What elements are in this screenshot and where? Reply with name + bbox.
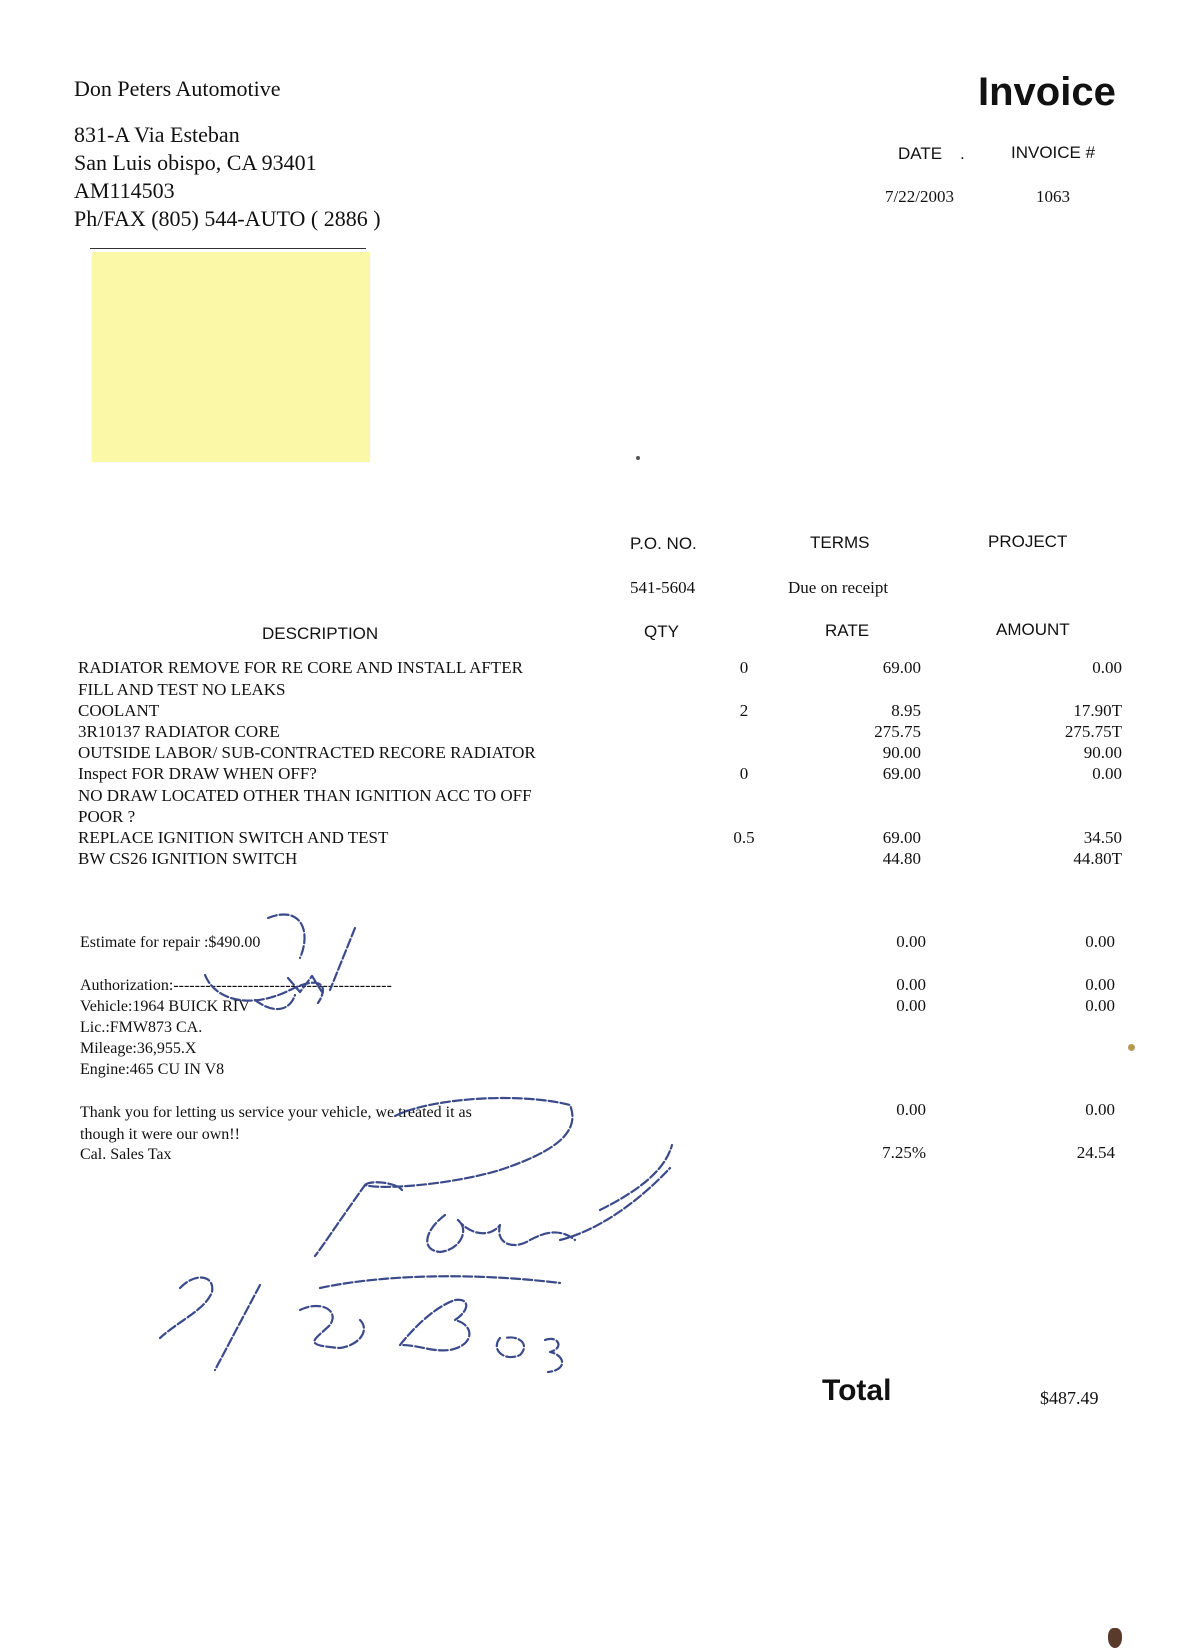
date-label-mark: . — [960, 144, 965, 163]
signature-stroke — [365, 1182, 402, 1190]
sticky-note — [92, 252, 370, 462]
line-description: BW CS26 IGNITION SWITCH — [78, 849, 298, 868]
note-amount: 0.00 — [1085, 1100, 1115, 1119]
line-rate: 44.80 — [882, 849, 921, 868]
invoice-number-label: INVOICE # — [1011, 143, 1096, 162]
note-line: Cal. Sales Tax — [80, 1146, 172, 1163]
note-line: Thank you for letting us service your vehicle, we treated it as — [80, 1104, 472, 1121]
line-amount: 17.90T — [1073, 701, 1122, 720]
line-qty: 0 — [739, 658, 749, 677]
line-rate: 69.00 — [882, 828, 921, 847]
line-rate: 69.00 — [882, 764, 921, 783]
col-description: DESCRIPTION — [262, 624, 379, 643]
date-stroke — [545, 1339, 562, 1372]
col-amount: AMOUNT — [996, 620, 1070, 639]
note-line: though it were our own!! — [80, 1126, 240, 1143]
total-value: $487.49 — [1040, 1388, 1099, 1408]
note-rate: 0.00 — [896, 996, 926, 1015]
line-description: POOR ? — [78, 807, 136, 826]
scan-speck — [636, 456, 640, 460]
date-stroke — [400, 1300, 469, 1351]
company-address-line2: San Luis obispo, CA 93401 — [74, 150, 317, 175]
company-license: AM114503 — [74, 178, 175, 203]
note-line: Authorization:----------------------------------------- — [80, 977, 392, 994]
total-label: Total — [822, 1374, 892, 1407]
invoice-date: 7/22/2003 — [885, 187, 954, 206]
line-description: REPLACE IGNITION SWITCH AND TEST — [78, 828, 389, 847]
line-amount: 44.80T — [1073, 849, 1122, 868]
signature-stroke — [560, 1168, 670, 1240]
initial-stroke — [255, 995, 295, 1009]
scan-speck — [1108, 1628, 1122, 1648]
project-label: PROJECT — [988, 532, 1068, 551]
note-rate: 0.00 — [896, 1100, 926, 1119]
po-number: 541-5604 — [630, 578, 696, 597]
signature-stroke — [600, 1145, 672, 1210]
note-line: Engine:465 CU IN V8 — [80, 1061, 225, 1078]
line-qty: 2 — [739, 701, 749, 720]
date-stroke — [300, 1306, 364, 1348]
note-amount: 0.00 — [1085, 932, 1115, 951]
line-amount: 275.75T — [1064, 722, 1122, 741]
line-amount: 34.50 — [1083, 828, 1122, 847]
company-phone: Ph/FAX (805) 544-AUTO ( 2886 ) — [74, 206, 381, 231]
note-line: Estimate for repair :$490.00 — [80, 934, 261, 951]
line-description: OUTSIDE LABOR/ SUB-CONTRACTED RECORE RADIATOR — [78, 743, 536, 762]
col-rate: RATE — [825, 621, 870, 640]
date-label: DATE — [898, 144, 943, 163]
company-name: Don Peters Automotive — [74, 76, 281, 101]
scan-speck — [1128, 1044, 1135, 1051]
note-line: Lic.:FMW873 CA. — [80, 1019, 203, 1036]
line-description: RADIATOR REMOVE FOR RE CORE AND INSTALL AFTER — [78, 658, 523, 677]
col-qty: QTY — [644, 622, 679, 641]
note-rate: 0.00 — [896, 975, 926, 994]
line-description: NO DRAW LOCATED OTHER THAN IGNITION ACC TO OFF — [78, 786, 532, 805]
date-stroke — [497, 1337, 524, 1357]
date-stroke — [215, 1285, 260, 1370]
line-rate: 275.75 — [874, 722, 921, 741]
line-description: Inspect FOR DRAW WHEN OFF? — [78, 764, 317, 783]
terms-label: TERMS — [810, 533, 870, 552]
line-amount: 0.00 — [1092, 658, 1122, 677]
date-stroke — [160, 1277, 212, 1338]
line-amount: 90.00 — [1083, 743, 1122, 762]
invoice-title: Invoice — [978, 70, 1116, 114]
line-description: COOLANT — [78, 701, 160, 720]
address-divider — [90, 248, 366, 249]
note-amount: 24.54 — [1076, 1143, 1115, 1162]
company-address-line1: 831-A Via Esteban — [74, 122, 240, 147]
line-amount: 0.00 — [1092, 764, 1122, 783]
signature-stroke — [427, 1215, 575, 1252]
note-rate: 7.25% — [882, 1143, 926, 1162]
line-rate: 8.95 — [891, 701, 921, 720]
line-qty: 0.5 — [733, 828, 755, 847]
line-rate: 90.00 — [882, 743, 921, 762]
line-qty: 0 — [739, 764, 749, 783]
line-description: FILL AND TEST NO LEAKS — [78, 680, 286, 699]
note-rate: 0.00 — [896, 932, 926, 951]
note-line: Vehicle:1964 BUICK RIV — [80, 998, 250, 1015]
terms-value: Due on receipt — [788, 578, 889, 597]
initial-stroke — [268, 914, 305, 958]
po-label: P.O. NO. — [630, 534, 697, 553]
note-line: Mileage:36,955.X — [80, 1040, 197, 1057]
signature-stroke — [320, 1276, 560, 1288]
line-description: 3R10137 RADIATOR CORE — [78, 722, 280, 741]
note-amount: 0.00 — [1085, 975, 1115, 994]
line-rate: 69.00 — [882, 658, 921, 677]
invoice-number: 1063 — [1036, 187, 1070, 206]
note-amount: 0.00 — [1085, 996, 1115, 1015]
